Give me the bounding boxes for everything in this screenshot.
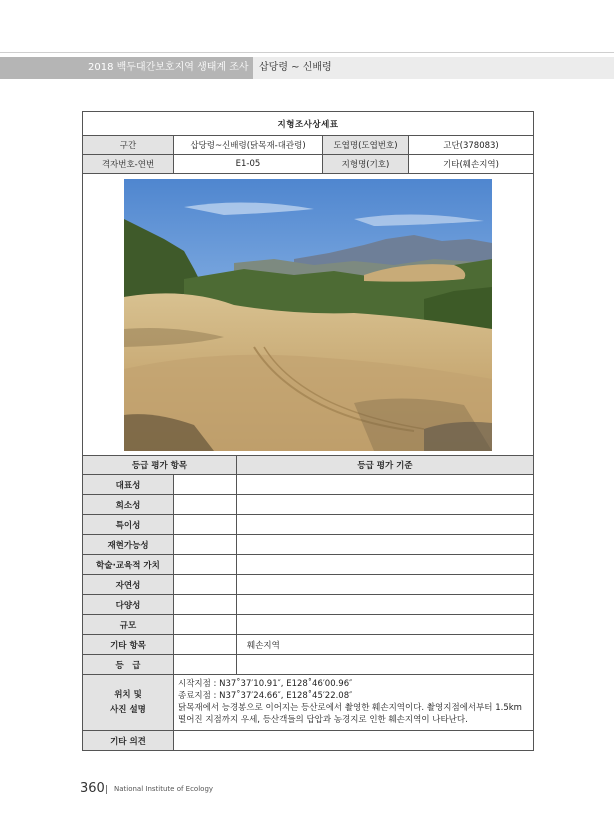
eval-grade-cell: [174, 635, 237, 655]
section-label: 구간: [83, 136, 174, 155]
eval-criteria-cell: [237, 475, 534, 495]
eval-label-reproducibility: 재현가능성: [83, 535, 174, 555]
eval-grade-cell: [174, 575, 237, 595]
eval-label-academic-value: 학술·교육적 가치: [83, 555, 174, 575]
footer-institute: National Institute of Ecology: [114, 785, 214, 793]
grid-label: 격자번호-연번: [83, 155, 174, 174]
header-section-title: 2018 백두대간보호지역 생태계 조사: [88, 62, 249, 73]
header-rule: [0, 52, 614, 53]
map-label: 도엽명(도엽번호): [323, 136, 409, 155]
other-opinion-value: [174, 731, 534, 751]
eval-criteria-cell: [237, 655, 534, 675]
location-photo-description: 닭목재에서 능경봉으로 이어지는 등산로에서 촬영한 훼손지역이다. 촬영지점에서부터 1.5km 떨어진 지점까지 우세, 등산객들의 답압과 농경지로 인한 훼손지역이 나타난다.: [178, 703, 522, 725]
eval-criteria-cell: [237, 555, 534, 575]
eval-grade-cell: [174, 615, 237, 635]
survey-sheet-table: [82, 111, 534, 751]
evaluation-criteria-header: 등급 평가 기준: [237, 456, 534, 475]
footer-separator: [106, 785, 107, 794]
eval-label-uniqueness: 특이성: [83, 515, 174, 535]
eval-grade-cell: [174, 515, 237, 535]
location-start-point: 시작지점 : N37˚37′10.91″, E128˚46′00.96″: [178, 679, 353, 689]
location-label-line1: 위치 및: [114, 689, 142, 700]
grid-value: E1-05: [174, 155, 323, 174]
location-label: [83, 675, 174, 731]
landform-label: 지형명(기호): [323, 155, 409, 174]
section-value: 삽당령~신배령(닭목재-대관령): [174, 136, 323, 155]
landscape-photo: [124, 179, 492, 451]
page-number: 360: [80, 781, 105, 796]
eval-label-diversity: 다양성: [83, 595, 174, 615]
header-subsection-title: 삽당령 ~ 신배령: [259, 62, 332, 73]
eval-label-scale: 규모: [83, 615, 174, 635]
eval-criteria-cell: [237, 575, 534, 595]
eval-criteria-cell: [237, 615, 534, 635]
eval-criteria-cell: 훼손지역: [237, 635, 534, 655]
eval-grade-cell: [174, 595, 237, 615]
eval-label-representativeness: 대표성: [83, 475, 174, 495]
eval-criteria-cell: [237, 495, 534, 515]
eval-criteria-cell: [237, 515, 534, 535]
other-opinion-label: 기타 의견: [83, 731, 174, 751]
eval-grade-cell: [174, 655, 237, 675]
eval-grade-cell: [174, 495, 237, 515]
eval-criteria-cell: [237, 595, 534, 615]
eval-grade-cell: [174, 555, 237, 575]
eval-label-naturalness: 자연성: [83, 575, 174, 595]
eval-label-other-items: 기타 항목: [83, 635, 174, 655]
location-label-line2: 사진 설명: [110, 704, 146, 715]
sheet-title: 지형조사상세표: [83, 112, 534, 136]
photo-cell: [83, 174, 534, 456]
map-value: 고단(378083): [409, 136, 534, 155]
eval-label-grade: 등 급: [83, 655, 174, 675]
location-end-point: 종료지점 : N37˚37′24.66″, E128˚45′22.08″: [178, 691, 353, 701]
eval-criteria-cell: [237, 535, 534, 555]
location-description: [174, 675, 534, 731]
landform-value: 기타(훼손지역): [409, 155, 534, 174]
eval-label-rarity: 희소성: [83, 495, 174, 515]
eval-grade-cell: [174, 475, 237, 495]
evaluation-item-header: 등급 평가 항목: [83, 456, 237, 475]
eval-grade-cell: [174, 535, 237, 555]
